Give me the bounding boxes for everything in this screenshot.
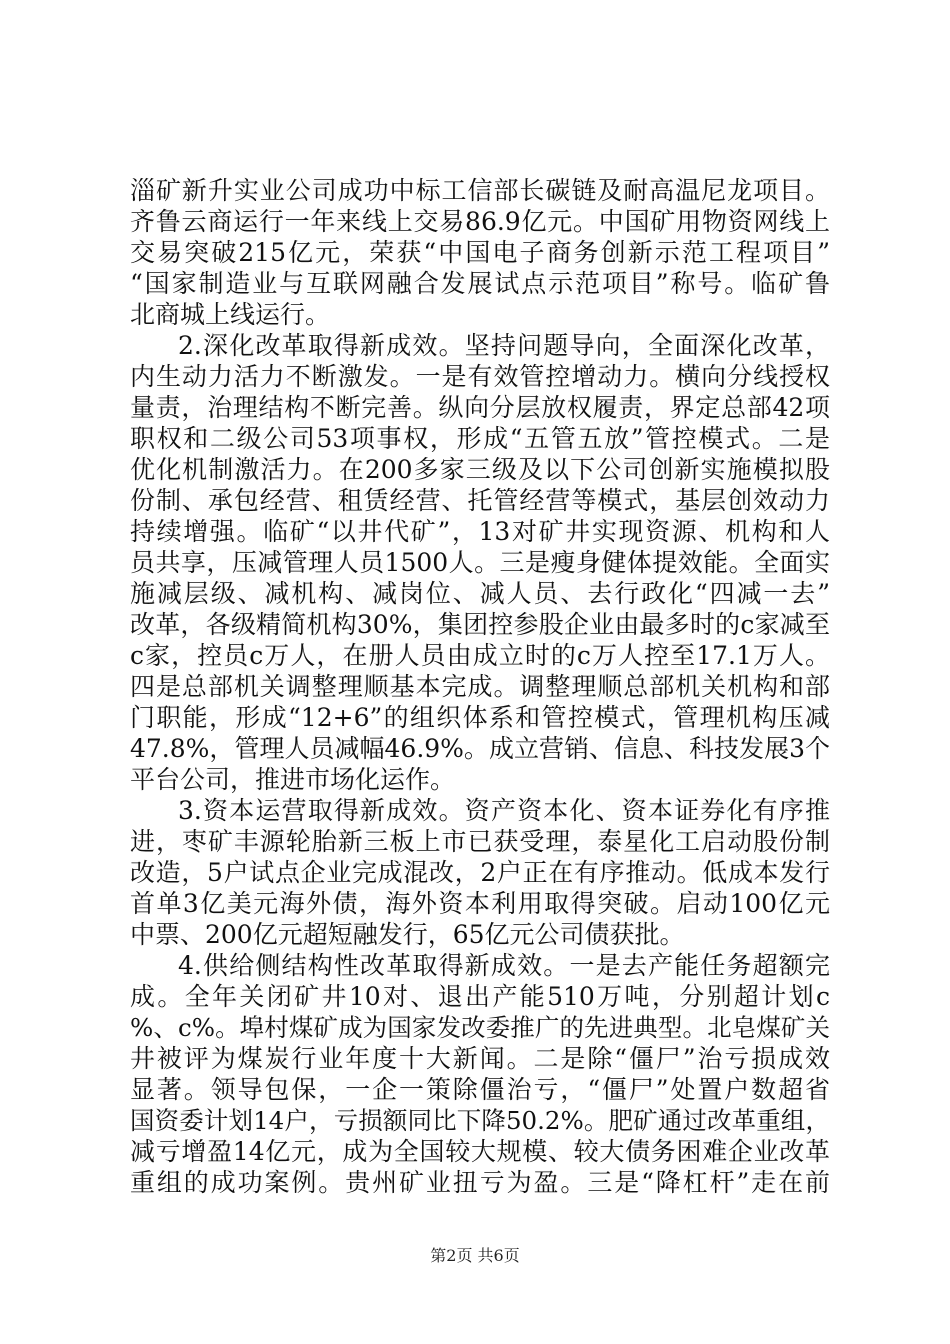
text-line: 井被评为煤炭行业年度十大新闻。二是除“僵尸”治亏损成效 (130, 1044, 830, 1073)
text-line: %、c%。埠村煤矿成为国家发改委推广的先进典型。北皂煤矿关 (130, 1013, 830, 1042)
text-line: 北商城上线运行。 (130, 300, 331, 329)
text-line: 施减层级、减机构、减岗位、减人员、去行政化“四减一去” (130, 579, 830, 608)
text-line: 改革，各级精简机构30%，集团控参股企业由最多时的c家减至 (130, 610, 830, 639)
text-line: 四是总部机关调整理顺基本完成。调整理顺总部机关机构和部 (130, 672, 830, 701)
text-line: 淄矿新升实业公司成功中标工信部长碳链及耐高温尼龙项目。 (130, 176, 830, 205)
text-line: 减亏增盈14亿元，成为全国较大规模、较大债务困难企业改革 (130, 1137, 830, 1166)
text-line: 改造，5户试点企业完成混改，2户正在有序推动。低成本发行 (130, 858, 830, 887)
text-line: 齐鲁云商运行一年来线上交易86.9亿元。中国矿用物资网线上 (130, 207, 830, 236)
text-line: 内生动力活力不断激发。一是有效管控增动力。横向分线授权 (130, 362, 830, 391)
text-line: 职权和二级公司53项事权，形成“五管五放”管控模式。二是 (130, 424, 830, 453)
text-line: “国家制造业与互联网融合发展试点示范项目”称号。临矿鲁 (130, 269, 830, 298)
text-line: 3.资本运营取得新成效。资产资本化、资本证券化有序推 (178, 796, 830, 825)
text-line: 重组的成功案例。贵州矿业扭亏为盈。三是“降杠杆”走在前 (130, 1168, 830, 1197)
text-line: 中票、200亿元超短融发行，65亿元公司债获批。 (130, 920, 685, 949)
text-line: 交易突破215亿元，荣获“中国电子商务创新示范工程项目” (130, 238, 830, 267)
text-line: 成。全年关闭矿井10对、退出产能510万吨，分别超计划c (130, 982, 830, 1011)
text-line: 份制、承包经营、租赁经营、托管经营等模式，基层创效动力 (130, 486, 830, 515)
text-line: 量责，治理结构不断完善。纵向分层放权履责，界定总部42项 (130, 393, 830, 422)
text-line: 员共享，压减管理人员1500人。三是瘦身健体提效能。全面实 (130, 548, 830, 577)
text-line: 平台公司，推进市场化运作。 (130, 765, 456, 794)
text-line: 国资委计划14户，亏损额同比下降50.2%。肥矿通过改革重组， (130, 1106, 830, 1135)
text-line: 4.供给侧结构性改革取得新成效。一是去产能任务超额完 (178, 951, 830, 980)
text-line: 优化机制激活力。在200多家三级及以下公司创新实施模拟股 (130, 455, 830, 484)
text-line: 显著。领导包保，一企一策除僵治亏，“僵尸”处置户数超省 (130, 1075, 830, 1104)
text-line: 持续增强。临矿“以井代矿”，13对矿井实现资源、机构和人 (130, 517, 830, 546)
text-line: 47.8%，管理人员减幅46.9%。成立营销、信息、科技发展3个 (130, 734, 830, 763)
text-line: 进，枣矿丰源轮胎新三板上市已获受理，泰星化工启动股份制 (130, 827, 830, 856)
text-line: 2.深化改革取得新成效。坚持问题导向，全面深化改革， (178, 331, 830, 360)
page-footer: 第2页 共6页 (430, 1246, 520, 1265)
text-line: 门职能，形成“12+6”的组织体系和管控模式，管理机构压减 (130, 703, 830, 732)
body-text (130, 175, 830, 1198)
text-line: 首单3亿美元海外债，海外资本利用取得突破。启动100亿元 (130, 889, 830, 918)
text-line: c家，控员c万人，在册人员由成立时的c万人控至17.1万人。 (130, 641, 830, 670)
